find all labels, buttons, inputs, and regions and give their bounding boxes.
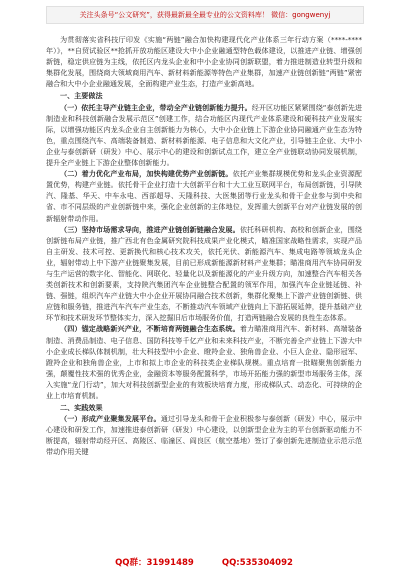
result-1 [46,413,362,457]
practice-2-text: 依托产业集群规模优势和龙头企业资源配置优势，构建产业链。依托骨干企业打造十大创新平台和十大工业互联网平台，布局创新链，引导陕汽、隆基、华天、中车永电、西部超导、天隆科技、大医集团等行业龙头和骨干企业参与到中央和省、市不同层级的产业创新链中来，强化企业创新的主体地位，发挥重大创新平台对产业链发展的创新辐射带动作用。 [46,169,363,223]
practice-1-lead: （一）依托主导产业链主企业，带动全产业链创新能力提升。 [60,102,252,112]
practice-3-text: 依托科研机构、高校和创新企业，围绕创新链布局产业链，推广西北有色金属研究院科技成果产业化模式，瞄准国家战略性需求，实现产品自主研发、技术可控、更新换代和核心技术攻关，依托光伏、新能源汽车、集成电路等领域龙头企业，辐射带动上中下游产业链聚集发展，目前已形成新能源新材料产业集群；瞄准商用汽车协同研发与生产运营的数字化、智能化、网联化、轻量化以及新能源化的产业升级方向，加速整合汽车相关各类创新技术和创新要素，支持陕汽集团汽车企业链整合配置的领军作用，加强汽车企业链延链、补链、强链，组织汽车产业链大中小企业开展协同融合技术创新，集群化聚集上下游产业链创新链、供应链和服务链，推进汽车汽车产业生态，不断推动汽车领域产业链向上下游拓展延伸，提升基础产业环节和技术研发环节整体实力，深入挖掘旧后市场服务价值，打造两链融合发展的良性生态体系。 [46,224,363,323]
practice-4-lead: （四）锚定战略新兴产业，不断培育两链融合生态系统。 [60,324,240,334]
section-heading-practices: 一、主要做法 [60,91,103,101]
footer-contact [0,556,408,570]
practice-2 [46,168,362,223]
practice-3-lead: （三）坚持市场需求导向，推进产业链创新链融合发展。 [60,224,240,234]
footer-qq-group: QQ群：31991489 [115,558,194,568]
practice-1 [46,102,362,169]
practice-3 [46,224,362,324]
practice-4 [46,323,362,401]
result-1-lead: （一）形成产业聚集发展平台。 [60,414,161,424]
promo-banner: 关注头条号“公文研究”，获得最新最全最专业的公文资料库！ 微信：gongwenyj [46,6,364,24]
document-body [46,34,362,458]
result-1-text: 通过引导龙头和骨干企业积极参与泰创新（研发）中心，展示中心建设和研发工作，加速推进泰创新研（研发）中心建设，以创新型企业为主的平台创新驱动能力不断提高，辐射带动经开区、高陵区、临潼区、阎良区（航空基地）签订了泰创新先进制造业示范示范带动作用关键 [46,414,363,457]
practice-2-lead: （二）着力优化产业布局，加快构建优势产业创新链。 [60,169,233,179]
intro-paragraph: 为贯彻落实省科技厅印发《实施“两链”融合加快构建现代化产业体系三年行动方案（****-****年）》，**自贸试验区**抢抓开放功能区建设大中小企业融通型特色载体建设，以推进产业链、增强创新链，稳定供应链为主线，依托区内龙头企业和中小企业协同创新联盟，着力推进制造业转型升级和集群化发展，围绕商大领域商用汽车、新材料新能源等特色产业集群，加速产业链创新链“两链”紧密融合和大中小企业融通发展，全面构建产业生态，打造产业新高地。 [46,35,362,89]
section-heading-results: 二、实践效果 [60,403,103,413]
footer-qq: QQ:535304092 [221,558,293,568]
practice-1-text: 经开区功能区紧紧围绕“泰创新先进制造业和科技创新融合发展示范区”创建工作，结合功能区内现代产业体系建设和硬科技产业发展实际，以增强功能区内龙头企业自主创新能力为核心，大中小企业链上下游企业协同融通产业生态为特色，重点围绕汽车、高端装备制造、新材料新能源、电子信息和大文化产业，引导链主企业、大中小企业与泰创新研（研发）中心、展示中心的建设和创新试点工作，建立全产业链联动协同发展机制，提升全产业链上下游企业整体创新能力。 [46,102,362,168]
practice-4-text: 着力瞄准商用汽车、新材料、高端装备制造、消费品制造、电子信息、国防科技等千亿产业和未来科技产业，不断完善全产业链上下游大中小企业成长梯队体制机制，壮大科技型中小企业、瞪羚企业、独角兽企业、小巨人企业、隐形冠军、蹬羚企业和独角兽企业，上市和拟上市企业的科技类企业梯队规模。重点培育一批瞄聚焦创新能力强，颠覆性技术强的优秀企业，金融资本等服务配置科学，市场开拓能力强的新型市场服务主体，深入实施“龙门行动”，加大对科技创新型企业的有效板块培育力度，形成梯队式、动态化、可持续的企业上市培育机制。 [46,324,363,400]
